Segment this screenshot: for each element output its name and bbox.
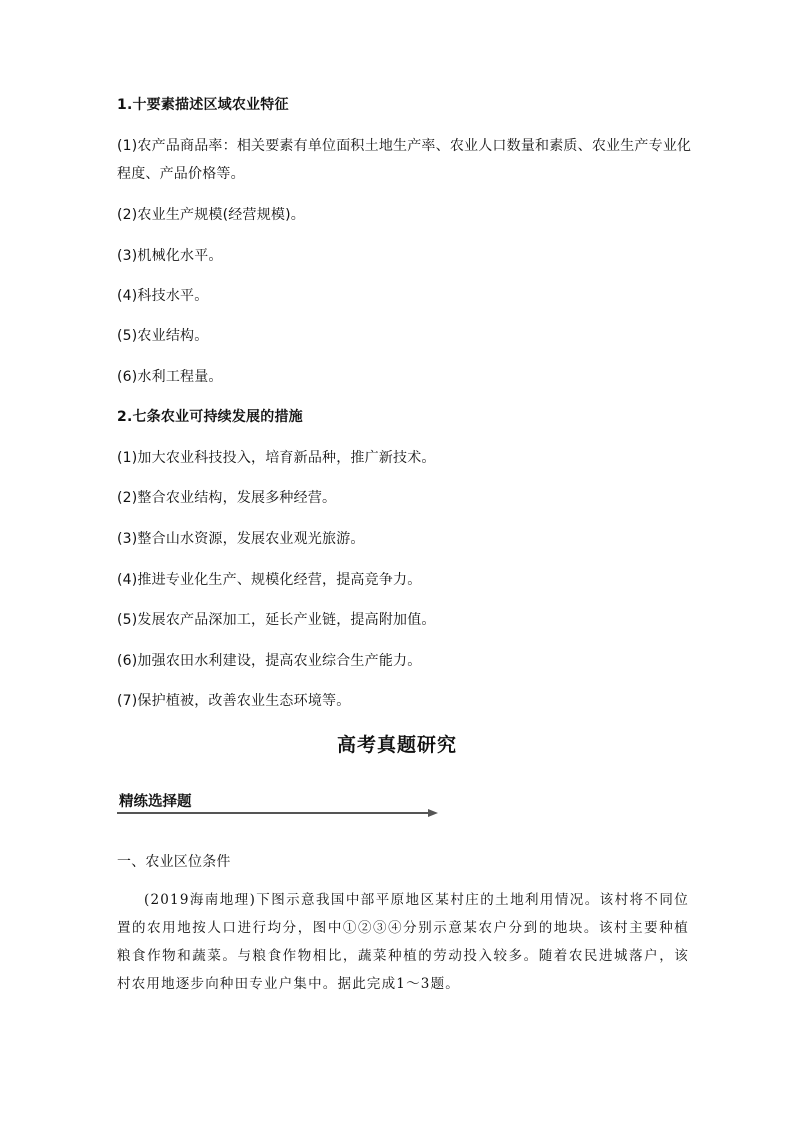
section-1-title: 1.十要素描述区域农业特征 [117, 97, 289, 113]
arrow-right-icon [428, 809, 438, 817]
section-2-item-3: (3)整合山水资源，发展农业观光旅游。 [117, 531, 365, 547]
section-2-title: 2.七条农业可持续发展的措施 [117, 409, 303, 425]
section-1-item-1-cont: 程度、产品价格等。 [117, 166, 245, 182]
section-1-item-2: (2)农业生产规模(经营规模)。 [117, 207, 305, 223]
section-1-item-1: (1)农产品商品率：相关要素有单位面积土地生产率、农业人口数量和素质、农业生产专业化 [117, 138, 692, 154]
main-heading: 高考真题研究 [336, 734, 457, 756]
subsection-title: 一、农业区位条件 [117, 854, 231, 870]
section-bar [117, 790, 439, 820]
section-2-item-7: (7)保护植被，改善农业生态环境等。 [117, 693, 351, 709]
section-2-item-1: (1)加大农业科技投入，培育新品种，推广新技术。 [117, 450, 436, 466]
question-paragraph: (2019海南地理)下图示意我国中部平原地区某村庄的土地利用情况。该村将不同位置的农用地按人口进行均分，图中①②③④分别示意某农户分到的地块。该村主要种植粮食作物和蔬菜。与粮食作物相比，蔬菜种植的劳动投入较多。随着农民进城落户，该村农用地逐步向种田专业户集中。据此完成1～3题。 [117, 892, 689, 992]
section-1-item-3: (3)机械化水平。 [117, 248, 223, 264]
section-2-item-6: (6)加强农田水利建设，提高农业综合生产能力。 [117, 653, 422, 669]
section-2-item-2: (2)整合农业结构，发展多种经营。 [117, 490, 337, 506]
section-bar-label: 精练选择题 [119, 794, 192, 810]
section-1-item-4: (4)科技水平。 [117, 288, 209, 304]
section-2-item-5: (5)发展农产品深加工，延长产业链，提高附加值。 [117, 612, 436, 628]
section-1-item-5: (5)农业结构。 [117, 328, 209, 344]
section-bar-rule [117, 812, 429, 814]
section-1-item-6: (6)水利工程量。 [117, 369, 223, 385]
section-2-item-4: (4)推进专业化生产、规模化经营，提高竞争力。 [117, 572, 422, 588]
